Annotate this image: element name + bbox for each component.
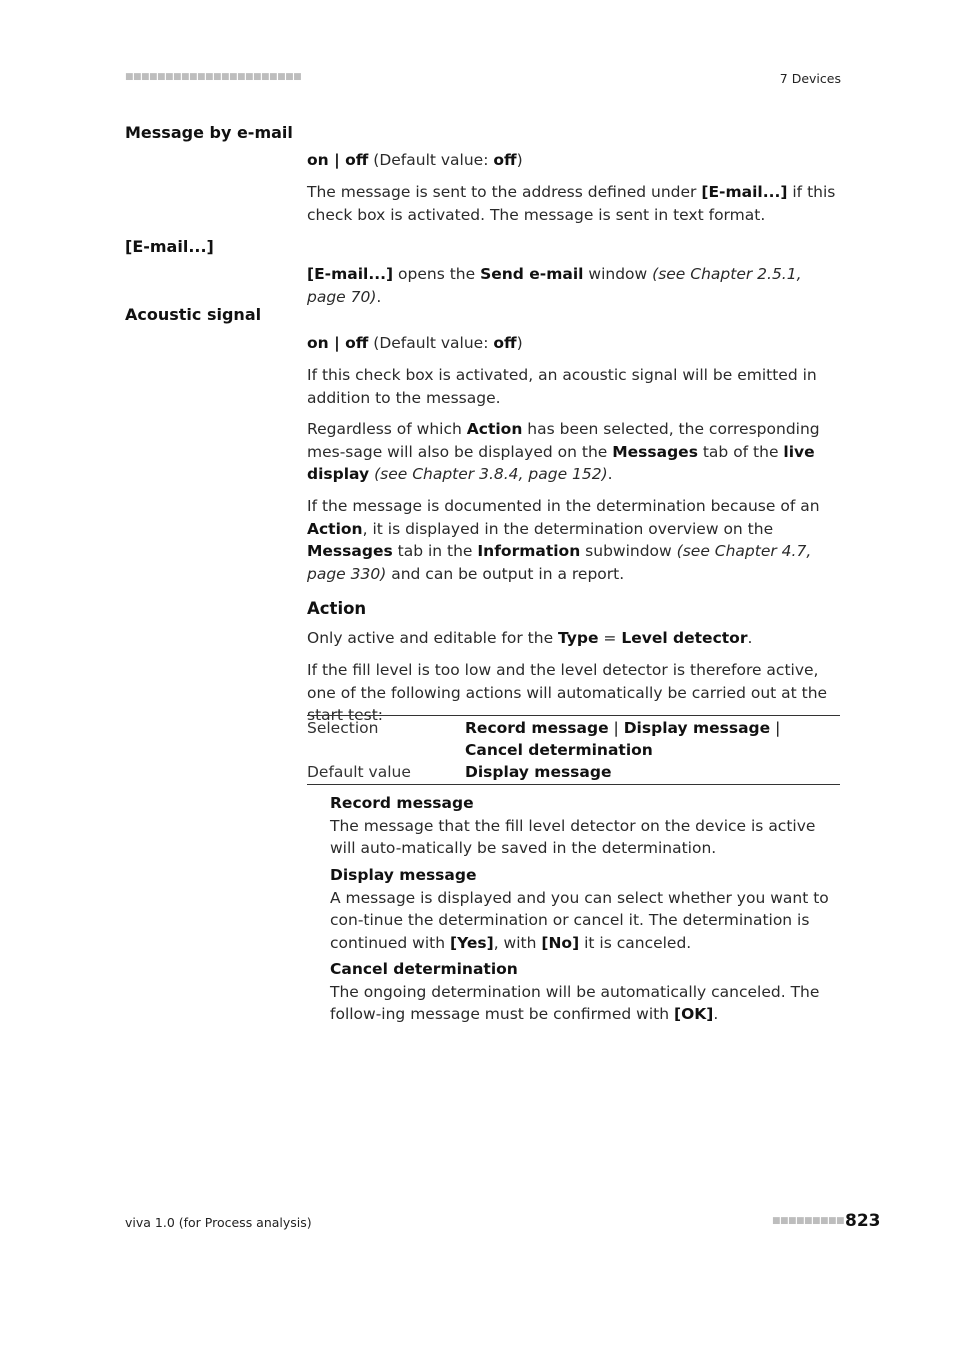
live-display-ref: live display [307, 442, 815, 483]
default-value: off [493, 151, 517, 169]
separator: | [770, 719, 781, 737]
option-title: Record message [330, 794, 474, 812]
option-record: Record message [465, 719, 609, 737]
selection-table [307, 715, 840, 785]
level-detector-ref: Level detector [621, 629, 748, 647]
default-prefix: (Default value: [368, 151, 494, 169]
text: = [598, 629, 622, 647]
text: if this check box is activated. The message is sent in text format. [307, 183, 836, 224]
text: has been selected, the corresponding mes-sage will also be displayed on the [307, 420, 820, 461]
email-button-description [307, 263, 840, 308]
chapter-title: 7 Devices [779, 71, 841, 86]
action-heading: Action [307, 599, 367, 618]
paren-close: ) [516, 151, 523, 169]
text: . [607, 465, 613, 483]
chapter-link[interactable]: (see Chapter 4.7, page 330) [307, 542, 812, 583]
send-email-ref: Send e-mail [480, 265, 584, 283]
text: The message is sent to the address defined under [307, 183, 702, 201]
option-title: Display message [330, 866, 477, 884]
table-row [307, 716, 840, 762]
page-number: 823 [845, 1211, 881, 1231]
default-value: off [493, 334, 517, 352]
messages-ref: Messages [307, 542, 393, 560]
acoustic-paragraph-3 [307, 495, 840, 585]
action-ref: Action [307, 519, 363, 538]
email-description [307, 181, 840, 226]
email-button-ref: [E-mail...] [701, 183, 788, 201]
text: If the message is documented in the determination because of an [307, 497, 820, 515]
email-button-ref: [E-mail...] [307, 265, 394, 283]
selection-values [465, 716, 840, 762]
onoff-options: on | off [307, 151, 369, 169]
text: , with [493, 933, 542, 952]
ok-button-ref: [OK] [674, 1005, 714, 1023]
information-ref: Information [477, 542, 581, 560]
separator: | [608, 719, 624, 737]
chapter-link[interactable]: (see Chapter 3.8.4, page 152) [374, 465, 608, 483]
yes-button-ref: [Yes] [449, 933, 494, 952]
paragraph: If this check box is activated, an acoustic signal will be emitted in addition to the message. [307, 366, 817, 407]
paren-close: ) [516, 334, 523, 352]
action-ref: Action [466, 420, 523, 438]
text: . [747, 629, 753, 647]
text: , it is displayed in the determination overview on the [362, 519, 774, 538]
onoff-options: on | off [307, 334, 369, 352]
text: subwindow [580, 542, 677, 560]
option-description: The message that the fill level detector on the device is active will auto-matically be saved in the determination. [330, 816, 816, 857]
option-display-message [330, 864, 840, 954]
selection-label: Selection [307, 719, 379, 737]
action-paragraph-1 [307, 627, 840, 650]
option-cancel-determination [330, 958, 840, 1026]
text: and can be output in a report. [386, 564, 625, 583]
acoustic-onoff-line [307, 332, 840, 355]
text: . [713, 1005, 719, 1023]
option-record-message [330, 792, 840, 860]
option-display: Display message [623, 719, 771, 737]
messages-ref: Messages [612, 442, 698, 461]
no-button-ref: [No] [541, 933, 580, 952]
text: tab in the [392, 542, 478, 560]
text: . [376, 287, 382, 306]
text: Only active and editable for the [307, 629, 559, 647]
option-title: Cancel determination [330, 960, 518, 978]
chapter-link[interactable]: (see Chapter 2.5.1, page 70) [307, 265, 802, 306]
paragraph: If the fill level is too low and the level detector is therefore active, one of the following actions will automatically be carried out at the start test: [307, 661, 828, 724]
text: it is canceled. [579, 933, 692, 952]
term-email-button: [E-mail...] [125, 237, 214, 256]
text: window [583, 265, 653, 283]
acoustic-paragraph-2 [307, 418, 840, 486]
text: opens the [393, 265, 481, 283]
default-prefix: (Default value: [368, 334, 494, 352]
footer-product: viva 1.0 (for Process analysis) [125, 1215, 312, 1230]
option-cancel: Cancel determination [465, 741, 653, 759]
default-value: Display message [465, 763, 612, 781]
term-acoustic-signal: Acoustic signal [125, 305, 262, 324]
footer-decoration: ■■■■■■■■■ [772, 1216, 845, 1226]
option-description [330, 981, 840, 1026]
text: The ongoing determination will be automatically canceled. The follow-ing message must be confirmed with [330, 982, 820, 1023]
email-onoff-line [307, 149, 840, 172]
default-label: Default value [307, 763, 411, 781]
option-description [330, 887, 840, 955]
header-decoration: ■■■■■■■■■■■■■■■■■■■■■■ [125, 72, 302, 82]
table-row [307, 761, 840, 785]
text: tab of the [697, 442, 784, 461]
type-ref: Type [558, 629, 599, 647]
term-message-by-email: Message by e-mail [125, 123, 293, 142]
acoustic-paragraph-1 [307, 364, 840, 409]
text: Regardless of which [307, 420, 467, 438]
text: A message is displayed and you can select whether you want to con-tinue the determination or cancel it. The determination is continued with [330, 888, 829, 952]
